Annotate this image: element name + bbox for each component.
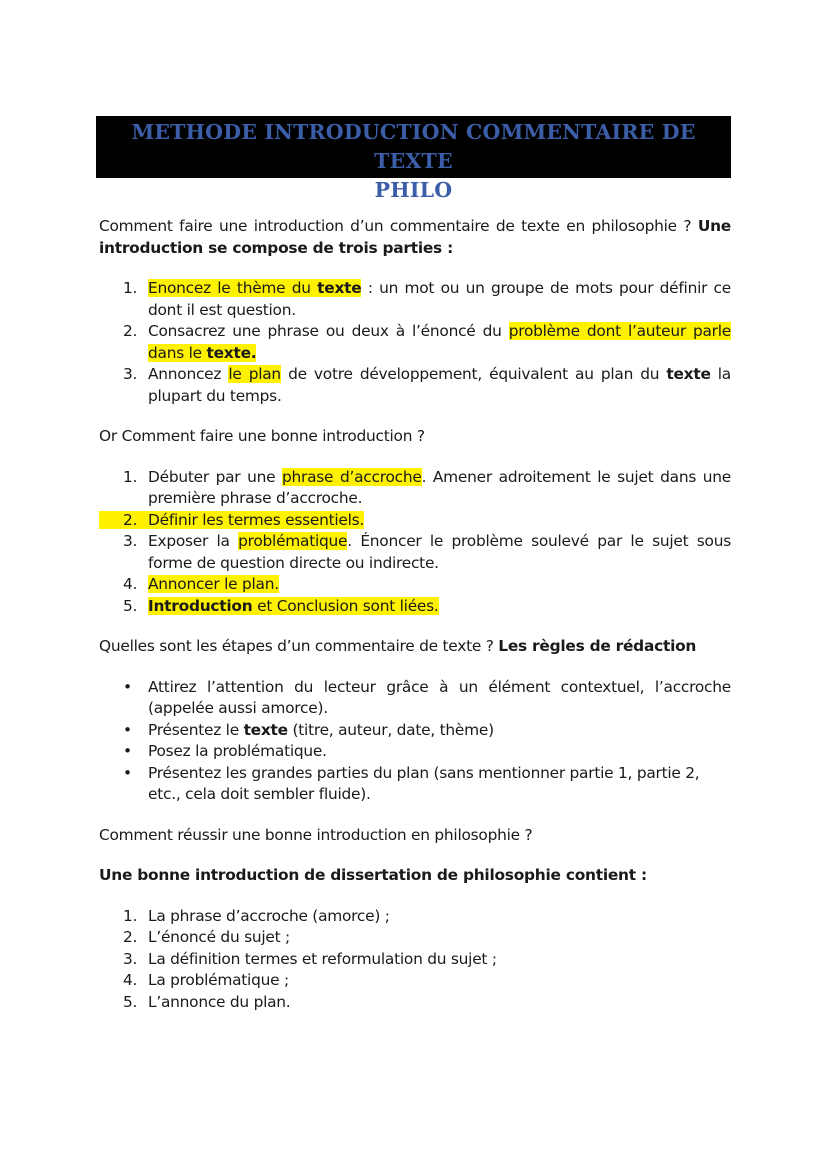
list-number: 3.	[123, 532, 138, 550]
section2-list	[99, 467, 731, 618]
item-text: Exposer la	[148, 532, 239, 550]
section1-list	[99, 278, 731, 407]
bold-text: texte	[666, 365, 711, 383]
list-item	[99, 906, 731, 928]
item-text: . Énoncer le problème soulevé par le sujet sous forme de question directe ou indirecte.	[148, 532, 731, 572]
highlighted-text: problème dont l’auteur parle dans le texte.	[148, 322, 731, 362]
title-line-1: METHODE INTRODUCTION COMMENTAIRE DE TEXTE	[131, 120, 696, 173]
list-item	[99, 949, 731, 971]
list-number: 1.	[123, 279, 138, 297]
list-item	[99, 927, 731, 949]
bullet-icon: •	[123, 677, 132, 696]
item-text: Consacrez une phrase ou deux à l’énoncé du	[148, 322, 509, 340]
title-line-2: PHILO	[374, 178, 453, 202]
item-text: : un mot ou un groupe de mots pour définir ce dont il est question.	[148, 279, 731, 319]
document-title	[96, 116, 731, 202]
list-number: 5.	[123, 992, 138, 1011]
list-number: 3.	[123, 365, 138, 383]
item-text: (titre, auteur, date, thème)	[287, 720, 494, 739]
list-number: 2.	[123, 322, 138, 340]
bullet-icon: •	[123, 742, 132, 760]
item-text: Posez la problématique.	[148, 742, 327, 760]
item-text: La définition termes et reformulation du sujet ;	[148, 949, 497, 968]
bold-text: texte	[243, 720, 288, 739]
highlighted-text: le plan	[228, 365, 281, 383]
list-number: 3.	[123, 949, 138, 968]
highlighted-text: problématique	[238, 532, 348, 550]
item-text: Présentez les grandes parties du plan (sans mentionner partie 1, partie 2, etc., cela doit sembler fluide).	[148, 763, 700, 803]
list-item	[99, 321, 731, 364]
item-text: L’annonce du plan.	[148, 992, 291, 1011]
item-text: la plupart du temps.	[148, 365, 731, 405]
list-item	[99, 574, 731, 596]
list-item	[99, 596, 731, 618]
item-text: La phrase d’accroche (amorce) ;	[148, 906, 390, 925]
list-item	[99, 278, 731, 321]
bullet-icon: •	[123, 763, 132, 782]
section1-intro	[99, 216, 731, 259]
list-item	[99, 467, 731, 510]
section3-list	[99, 677, 731, 806]
intro-bold: Les règles de rédaction	[498, 637, 697, 655]
intro-question: Quelles sont les étapes d’un commentaire de texte ?	[99, 637, 499, 655]
highlighted-text: Introduction et Conclusion sont liées.	[148, 596, 439, 615]
list-item	[99, 677, 731, 720]
document-body	[99, 216, 731, 1013]
list-item	[99, 720, 731, 742]
list-number: 4.	[123, 971, 138, 989]
list-number: 4.	[123, 575, 138, 593]
section4-question: Comment réussir une bonne introduction en philosophie ?	[99, 825, 533, 844]
highlighted-text: phrase d’accroche	[282, 467, 422, 486]
item-text: . Amener adroitement le sujet dans une première phrase d’accroche.	[148, 467, 732, 507]
item-text: La problématique ;	[148, 971, 289, 989]
section4-list	[99, 906, 731, 1014]
list-number: 2.	[123, 928, 138, 946]
section3-intro	[99, 636, 731, 658]
highlighted-text: Enoncez le thème du texte	[148, 279, 362, 297]
intro-bold: Une introduction se compose de trois parties :	[99, 217, 731, 257]
highlighted-text: Annoncer le plan.	[148, 575, 279, 593]
list-number: 1.	[123, 467, 138, 486]
item-text: Présentez le	[148, 720, 244, 739]
highlighted-text: 2. Définir les termes essentiels.	[99, 511, 364, 529]
list-item	[99, 741, 731, 763]
list-item	[99, 364, 731, 407]
section4-heading	[99, 865, 731, 887]
item-text: L’énoncé du sujet ;	[148, 928, 290, 946]
item-text: Annoncez	[148, 365, 229, 383]
heading-bold: Une bonne introduction de dissertation de philosophie contient :	[99, 866, 647, 884]
list-item	[99, 531, 731, 574]
list-number: 5.	[123, 596, 138, 615]
section2-intro: Or Comment faire une bonne introduction ?	[99, 427, 425, 445]
list-item	[99, 970, 731, 992]
list-number: 1.	[123, 906, 138, 925]
list-item	[99, 763, 731, 806]
bullet-icon: •	[123, 720, 132, 739]
item-text: Attirez l’attention du lecteur grâce à un élément contextuel, l’accroche (appelée aussi amorce).	[148, 677, 731, 717]
list-item	[99, 510, 731, 532]
intro-question: Comment faire une introduction d’un commentaire de texte en philosophie ?	[99, 217, 698, 235]
item-text: Débuter par une	[148, 467, 282, 486]
list-number: 2.	[123, 510, 138, 529]
item-text: de votre développement, équivalent au plan du	[280, 365, 667, 383]
list-item	[99, 992, 731, 1014]
